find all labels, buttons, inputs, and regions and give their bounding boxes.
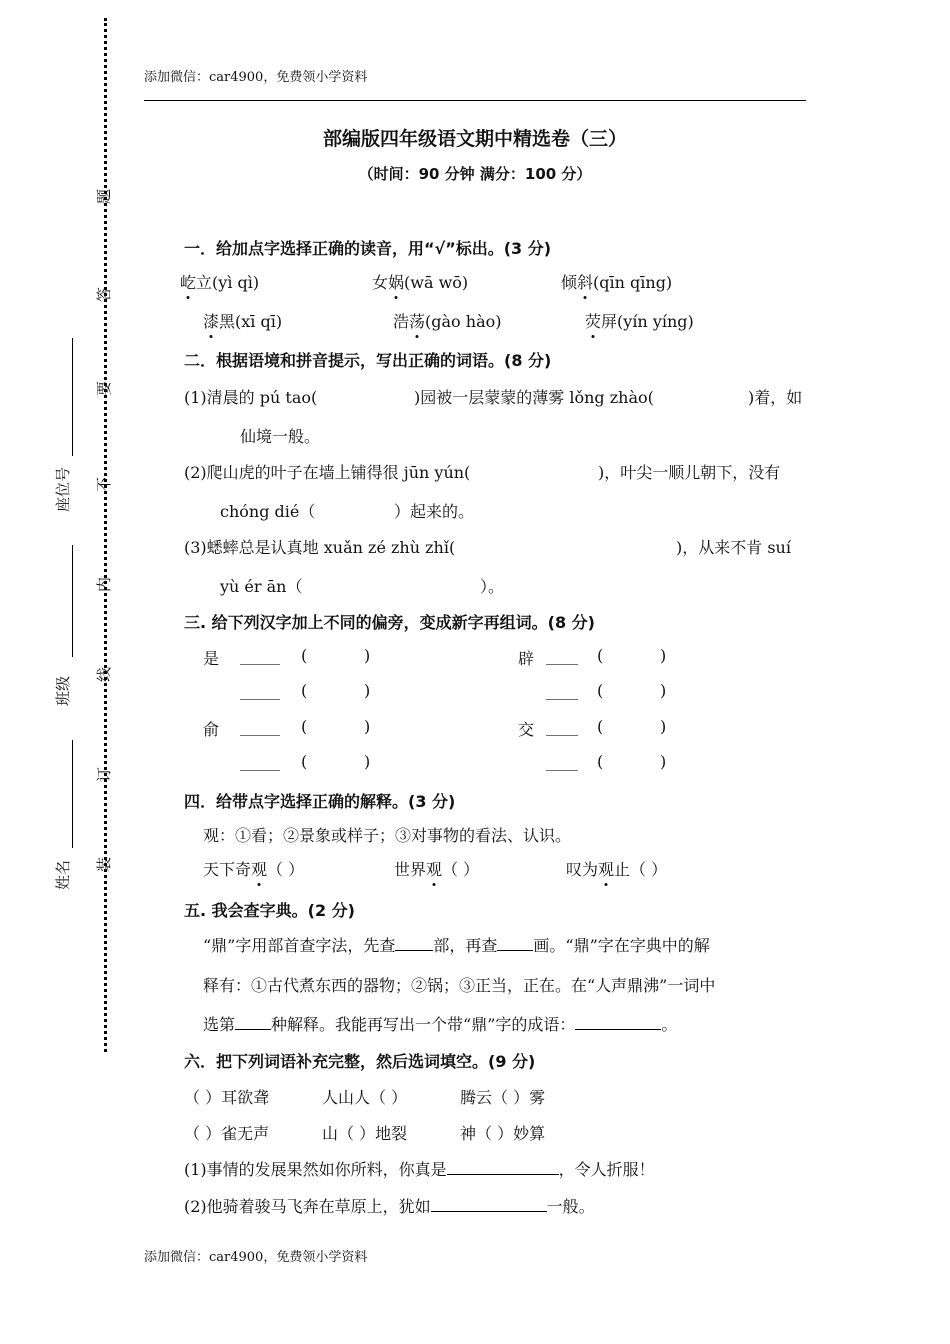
- s3-paren-open: (: [597, 752, 604, 771]
- s3-paren-close: ): [364, 752, 371, 771]
- s5-heading: 五. 我会查字典。(2 分): [184, 901, 355, 920]
- s1-item-6: 荧屏(yín yíng): [585, 312, 694, 331]
- s3-paren-open: (: [301, 681, 308, 700]
- s2-line-1b: )园被一层蒙蒙的薄雾 lǒng zhào(: [414, 388, 654, 407]
- s2-line-1a: (1)清晨的 pú tao(: [184, 388, 318, 407]
- name-label: 姓名: [54, 859, 72, 890]
- s3-blank[interactable]: _____: [240, 752, 280, 771]
- page-subtitle: （时间：90 分钟 满分：100 分）: [358, 165, 592, 183]
- s3-paren-close: ): [660, 681, 667, 700]
- s1-item-3: 倾斜(qīn qīng): [561, 273, 673, 292]
- s6-r1-2: 人山人（ ）: [322, 1088, 408, 1107]
- s6-question-1: (1)事情的发展果然如你所料，你真是 ，令人折服！: [184, 1160, 655, 1179]
- s3-blank[interactable]: ____: [546, 646, 578, 665]
- s2-line-5a: (3)蟋蟀总是认真地 xuǎn zé zhù zhǐ(: [184, 538, 456, 557]
- s3-paren-close: ): [364, 681, 371, 700]
- s3-char-4: 交: [518, 720, 535, 739]
- s2-heading: 二．根据语境和拼音提示，写出正确的词语。(8 分): [184, 351, 552, 370]
- s5-line-3: 选第 种解释。我能再写出一个带“鼎”字的成语： 。: [203, 1015, 678, 1034]
- s3-heading: 三. 给下列汉字加上不同的偏旁，变成新字再组词。(8 分): [184, 613, 595, 632]
- header-note: 添加微信：car4900，免费领小学资料: [144, 70, 368, 85]
- s4-word-3: 叹为观止（ ）: [566, 860, 668, 879]
- s6-r1-3: 腾云（ ）雾: [460, 1088, 546, 1107]
- s1-item-5: 浩荡(gào hào): [393, 312, 502, 331]
- s4-definition: 观：①看；②景象或样子；③对事物的看法、认识。: [203, 826, 572, 845]
- s3-char-2: 辟: [518, 649, 535, 668]
- s6-r2-2: 山（ ）地裂: [322, 1124, 408, 1143]
- cut-char-3: 线: [95, 666, 114, 683]
- s6-r1-1: （ ）耳欲聋: [184, 1088, 270, 1107]
- s6-r2-3: 神（ ）妙算: [460, 1124, 546, 1143]
- s3-blank[interactable]: ____: [546, 717, 578, 736]
- s3-paren-close: ): [364, 717, 371, 736]
- s3-paren-open: (: [597, 646, 604, 665]
- s3-paren-close: ): [660, 752, 667, 771]
- s1-item-1: 屹立(yì qì): [180, 273, 260, 292]
- s4-word-1: 天下奇观（ ）: [203, 860, 305, 879]
- s2-line-3a: (2)爬山虎的叶子在墙上铺得很 jūn yún(: [184, 463, 471, 482]
- s5-line-1: “鼎”字用部首查字法，先查 部，再查 画。“鼎”字在字典中的解: [203, 936, 710, 955]
- s2-line-6b: ）。: [480, 577, 505, 596]
- s4-heading: 四．给带点字选择正确的解释。(3 分): [184, 792, 456, 811]
- s3-paren-open: (: [301, 717, 308, 736]
- cut-char-6: 要: [95, 380, 114, 397]
- s5-line-2: 释有：①古代煮东西的器物；②锅；③正当，正在。在“人声鼎沸”一词中: [203, 976, 716, 995]
- s3-blank[interactable]: _____: [240, 717, 280, 736]
- class-label: 班级: [54, 675, 72, 706]
- s2-line-3b: )，叶尖一顺儿朝下，没有: [598, 463, 781, 482]
- s3-paren-open: (: [597, 717, 604, 736]
- s3-blank[interactable]: ____: [546, 681, 578, 700]
- s3-blank[interactable]: _____: [240, 646, 280, 665]
- s2-line-2: 仙境一般。: [240, 427, 321, 446]
- s3-paren-close: ): [364, 646, 371, 665]
- s6-heading: 六．把下列词语补充完整，然后选词填空。(9 分): [184, 1052, 536, 1071]
- s2-line-5b: )，从来不肯 suí: [676, 538, 791, 557]
- s2-line-1c: )着，如: [748, 388, 803, 407]
- cut-char-5: 不: [95, 476, 114, 493]
- s3-paren-open: (: [301, 646, 308, 665]
- page-title: 部编版四年级语文期中精选卷（三）: [322, 128, 627, 150]
- s2-line-4b: ）起来的。: [394, 502, 475, 521]
- s1-item-4: 漆黑(xī qī): [203, 312, 283, 331]
- footer-note: 添加微信：car4900，免费领小学资料: [144, 1250, 368, 1265]
- cut-char-7: 答: [95, 286, 114, 303]
- name-field[interactable]: [72, 740, 73, 848]
- s3-paren-open: (: [597, 681, 604, 700]
- s6-question-2: (2)他骑着骏马飞奔在草原上，犹如 一般。: [184, 1197, 595, 1216]
- s2-line-4a: chóng dié（: [220, 502, 316, 521]
- header-rule: [144, 100, 806, 101]
- s4-word-2: 世界观（ ）: [394, 860, 480, 879]
- s3-paren-close: ): [660, 646, 667, 665]
- s2-line-6a: yù ér ān（: [220, 577, 303, 596]
- s3-paren-close: ): [660, 717, 667, 736]
- s3-char-1: 是: [203, 649, 220, 668]
- s6-r2-1: （ ）雀无声: [184, 1124, 270, 1143]
- s1-item-2: 女娲(wā wō): [372, 273, 469, 292]
- s3-char-3: 俞: [203, 720, 220, 739]
- s1-heading: 一．给加点字选择正确的读音，用“√”标出。(3 分): [184, 239, 552, 258]
- cut-char-8: 题: [95, 188, 114, 205]
- cut-char-1: 装: [95, 856, 114, 873]
- cut-char-4: 内: [95, 576, 114, 593]
- s3-paren-open: (: [301, 752, 308, 771]
- class-field[interactable]: [72, 545, 73, 657]
- seat-field[interactable]: [72, 338, 73, 456]
- cut-char-2: 订: [95, 766, 114, 783]
- seat-label: 座位号: [54, 466, 72, 512]
- s3-blank[interactable]: ____: [546, 752, 578, 771]
- s3-blank[interactable]: _____: [240, 681, 280, 700]
